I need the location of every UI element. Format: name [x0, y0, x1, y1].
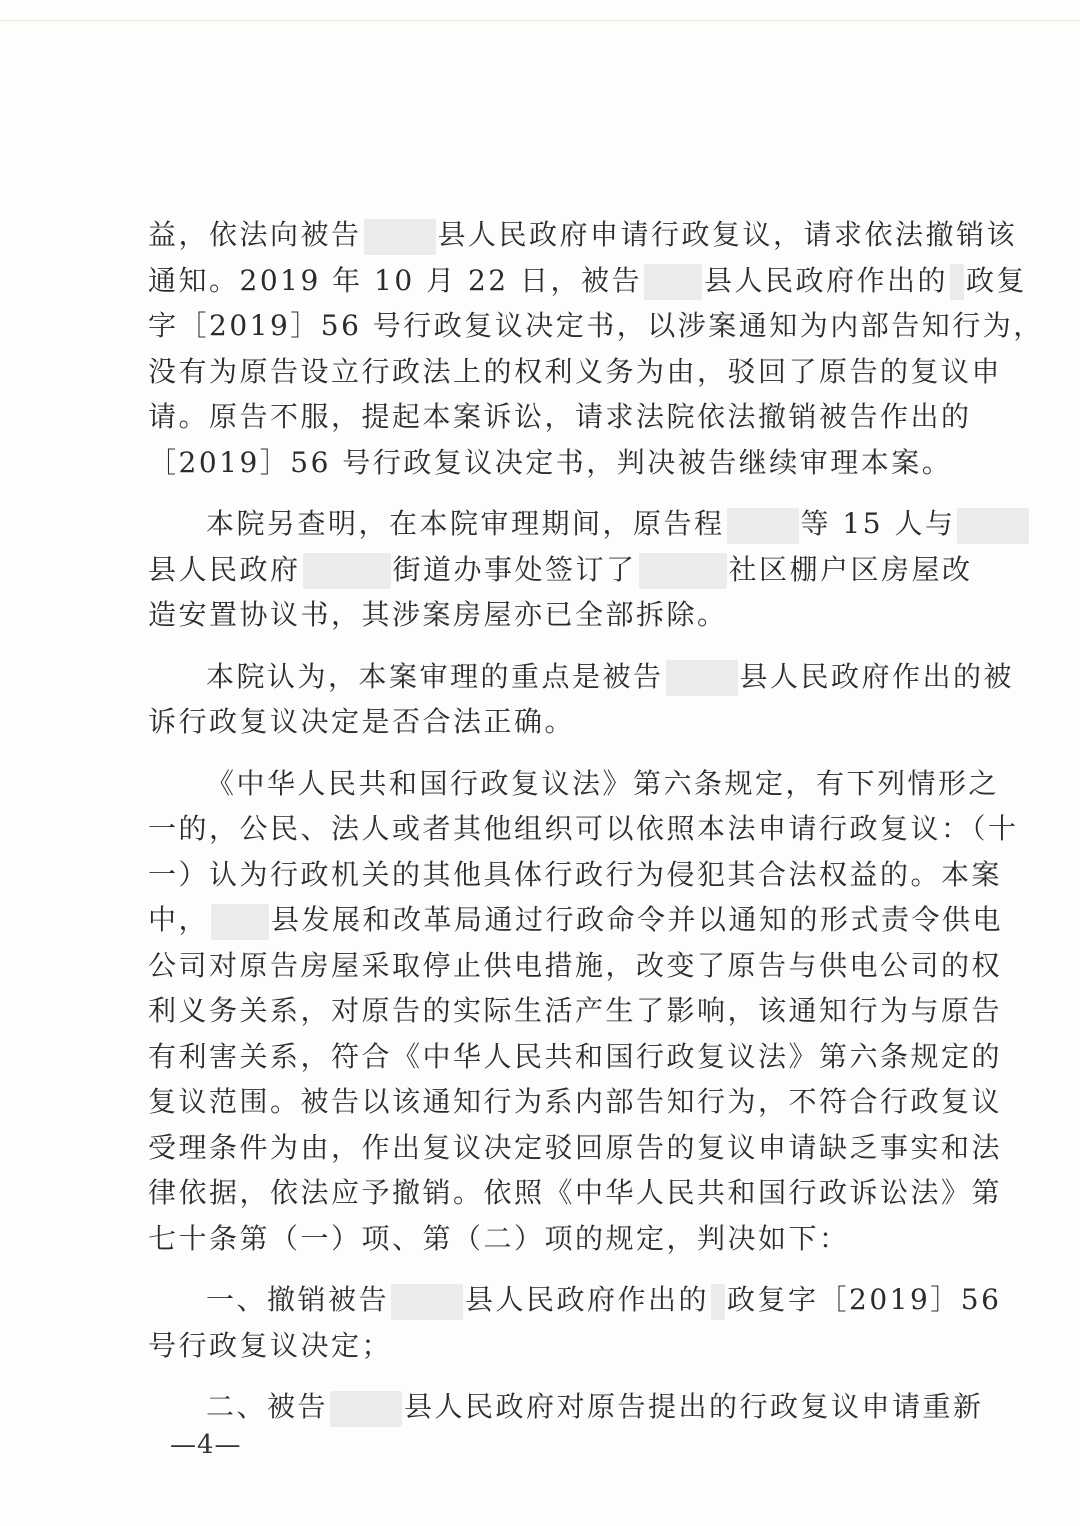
text-line: 字［2019］56 号行政复议决定书，以涉案通知为内部告知行为，: [148, 309, 1044, 342]
text-line: ［2019］56 号行政复议决定书，判决被告继续审理本案。: [148, 445, 953, 479]
text-line: 号行政复议决定；: [148, 1328, 393, 1362]
text-line: 律依据，依法应予撤销。依照《中华人民共和国行政诉讼法》第: [148, 1176, 1003, 1209]
text-line: 一的，公民、法人或者其他组织可以依照本法申请行政复议：（十: [148, 812, 1019, 845]
redacted-county-name: [364, 219, 436, 255]
text-line: 本院认为，本案审理的重点是被告 县人民政府作出的被: [148, 654, 953, 700]
text-line: 县人民政府 街道办事处签订了 社区棚户区房屋改: [148, 547, 953, 593]
text-line: 有利害关系，符合《中华人民共和国行政复议法》第六条规定的: [148, 1039, 1003, 1073]
redacted-plaintiff-name: [727, 508, 799, 544]
text-line: 利义务关系，对原告的实际生活产生了影响，该通知行为与原告: [148, 994, 1003, 1027]
redacted-county-name: [211, 904, 269, 940]
text-line: 中， 县发展和改革局通过行政命令并以通知的形式责令供电: [148, 897, 953, 943]
redacted-county-name: [666, 660, 738, 696]
text-line: 造安置协议书，其涉案房屋亦已全部拆除。: [148, 598, 728, 631]
text-line: 益，依法向被告 县人民政府申请行政复议，请求依法撤销该: [148, 212, 953, 258]
document-page: [148, 212, 1044, 1446]
redacted-county-name: [330, 1391, 402, 1427]
page-number: —4—: [170, 1430, 242, 1460]
redacted-community-name: [639, 553, 727, 589]
text-line: 《中华人民共和国行政复议法》第六条规定，有下列情形之: [206, 766, 1000, 800]
text-line: 七十条第（一）项、第（二）项的规定，判决如下：: [148, 1221, 850, 1255]
text-line: 没有为原告设立行政法上的权利义务为由，驳回了原告的复议申: [148, 354, 1003, 388]
text-line: 一、撤销被告 县人民政府作出的 政复字［2019］56: [148, 1277, 953, 1323]
text-line: 请。原告不服，提起本案诉讼，请求法院依法撤销被告作出的: [148, 400, 972, 433]
text-line: 诉行政复议决定是否合法正确。: [148, 705, 576, 738]
redacted-abbreviation: [711, 1284, 725, 1320]
page-top-edge: [0, 20, 1080, 21]
text-line: 二、被告 县人民政府对原告提出的行政复议申请重新: [148, 1384, 953, 1430]
redacted-county-name: [391, 1284, 463, 1320]
text-line: 复议范围。被告以该通知行为系内部告知行为，不符合行政复议: [148, 1085, 1003, 1118]
text-line: 公司对原告房屋采取停止供电措施，改变了原告与供电公司的权: [148, 948, 1003, 982]
redacted-abbreviation: [950, 264, 964, 300]
redacted-subdistrict-name: [303, 553, 391, 589]
redacted-county-name: [957, 508, 1029, 544]
text-line: 受理条件为由，作出复议决定驳回原告的复议申请缺乏事实和法: [148, 1130, 1003, 1164]
redacted-county-name: [644, 264, 702, 300]
text-line: 一）认为行政机关的其他具体行政行为侵犯其合法权益的。本案: [148, 857, 1003, 891]
text-line: 通知。2019 年 10 月 22 日，被告 县人民政府作出的 政复: [148, 258, 953, 304]
text-line: 本院另查明，在本院审理期间，原告程 等 15 人与: [148, 501, 953, 547]
